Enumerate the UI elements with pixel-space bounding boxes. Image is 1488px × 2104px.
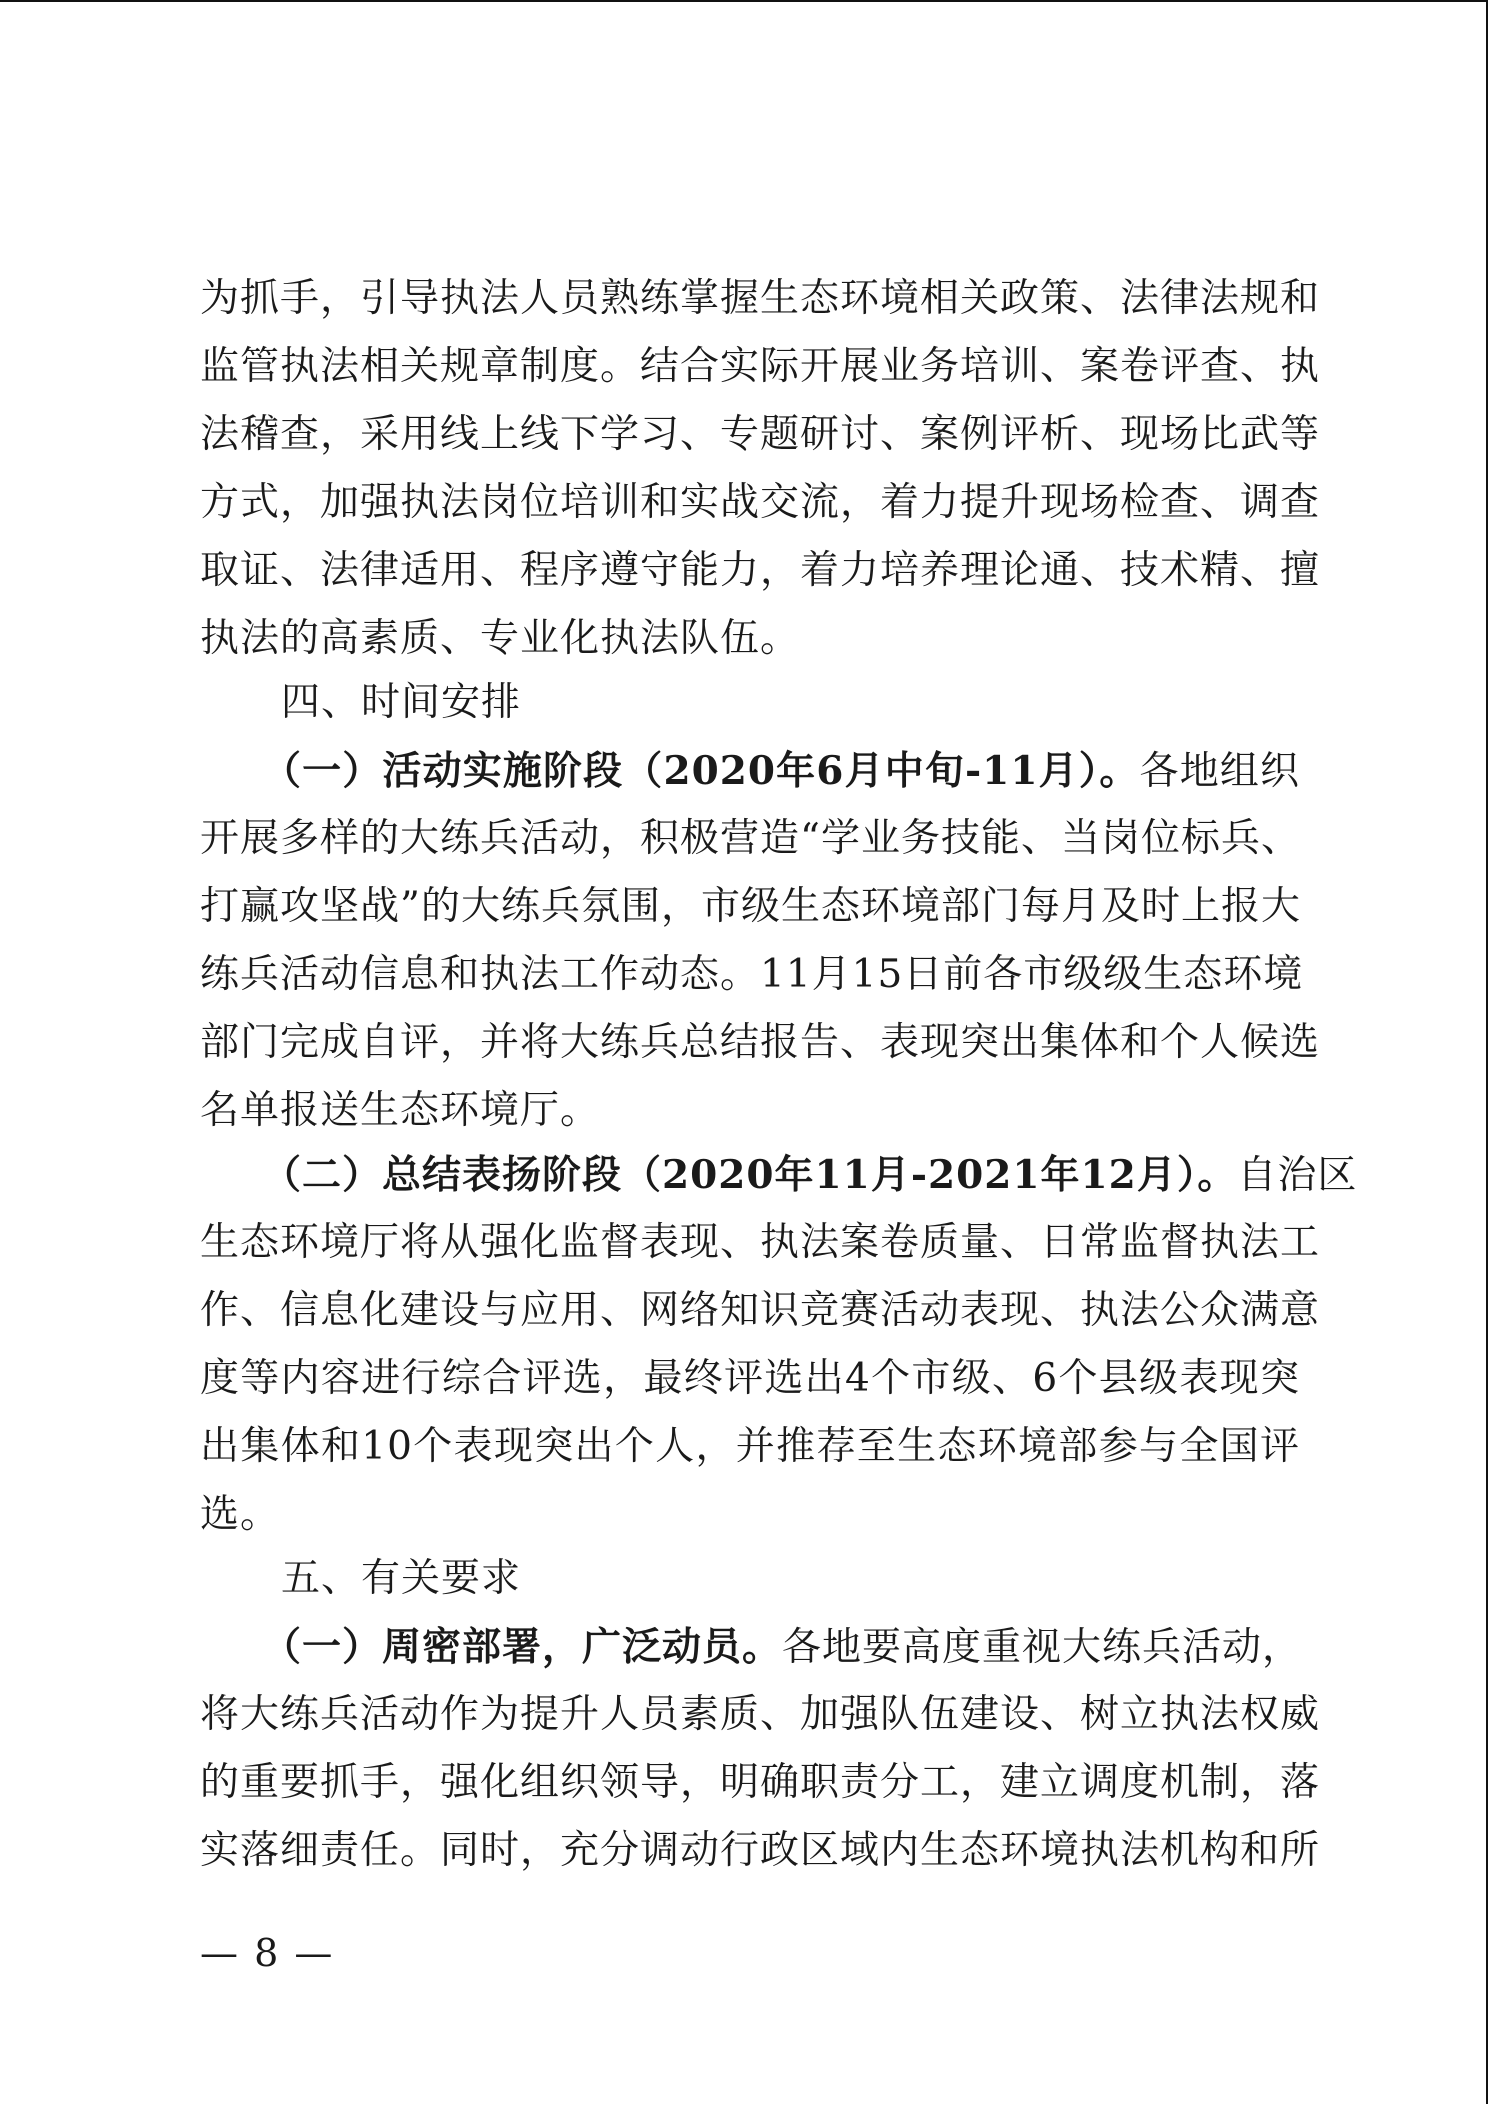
paragraph-line: 名单报送生态环境厅。 — [200, 1088, 601, 1133]
lead-continuation: 自治区 — [1237, 1153, 1358, 1198]
paragraph-line: 部门完成自评，并将大练兵总结报告、表现突出集体和个人候选 — [200, 1020, 1321, 1065]
paragraph-line: 取证、法律适用、程序遵守能力，着力培养理论通、技术精、擅 — [200, 548, 1321, 593]
paragraph-line: 实落细责任。同时，充分调动行政区域内生态环境执法机构和所 — [200, 1828, 1321, 1873]
paragraph-line: 为抓手，引导执法人员熟练掌握生态环境相关政策、法律法规和 — [200, 276, 1321, 321]
paragraph-line: 选。 — [200, 1492, 281, 1537]
paragraph-line: 练兵活动信息和执法工作动态。11月15日前各市级级生态环境 — [200, 952, 1304, 997]
paragraph-line: 执法的高素质、专业化执法队伍。 — [200, 616, 801, 661]
paragraph-line: 作、信息化建设与应用、网络知识竞赛活动表现、执法公众满意 — [200, 1288, 1321, 1333]
bold-lead: （一）活动实施阶段（2020年6月中旬-11月）。 — [262, 748, 1140, 794]
paragraph-line: 出集体和10个表现突出个人，并推荐至生态环境部参与全国评 — [200, 1424, 1300, 1469]
paragraph-line: 开展多样的大练兵活动，积极营造“学业务技能、当岗位标兵、 — [200, 816, 1301, 861]
paragraph-line: 生态环境厅将从强化监督表现、执法案卷质量、日常监督执法工 — [200, 1220, 1321, 1265]
paragraph-line: 度等内容进行综合评选，最终评选出4个市级、6个县级表现突 — [200, 1356, 1300, 1401]
paragraph-line: 法稽查，采用线上线下学习、专题研讨、案例评析、现场比武等 — [200, 412, 1321, 457]
paragraph-line: 将大练兵活动作为提升人员素质、加强队伍建设、树立执法权威 — [200, 1692, 1321, 1737]
paragraph-line: 方式，加强执法岗位培训和实战交流，着力提升现场检查、调查 — [200, 480, 1321, 525]
paragraph-line: 的重要抓手，强化组织领导，明确职责分工，建立调度机制，落 — [200, 1760, 1321, 1805]
paragraph-line: 监管执法相关规章制度。结合实际开展业务培训、案卷评查、执 — [200, 344, 1321, 389]
paragraph-line — [262, 1152, 1358, 1199]
page-border-top — [0, 0, 1488, 2]
paragraph-line: 打赢攻坚战”的大练兵氛围，市级生态环境部门每月及时上报大 — [200, 884, 1301, 929]
section-heading: 四、时间安排 — [281, 680, 522, 725]
lead-continuation: 各地组织 — [1139, 749, 1300, 794]
lead-continuation: 各地要高度重视大练兵活动， — [782, 1625, 1303, 1670]
section-heading: 五、有关要求 — [281, 1556, 522, 1601]
paragraph-line — [262, 748, 1300, 795]
paragraph-line — [262, 1624, 1303, 1671]
bold-lead: （二）总结表扬阶段（2020年11月-2021年12月）。 — [262, 1152, 1238, 1198]
page-number: — 8 — — [200, 1931, 335, 1975]
bold-lead: （一）周密部署，广泛动员。 — [262, 1624, 783, 1670]
